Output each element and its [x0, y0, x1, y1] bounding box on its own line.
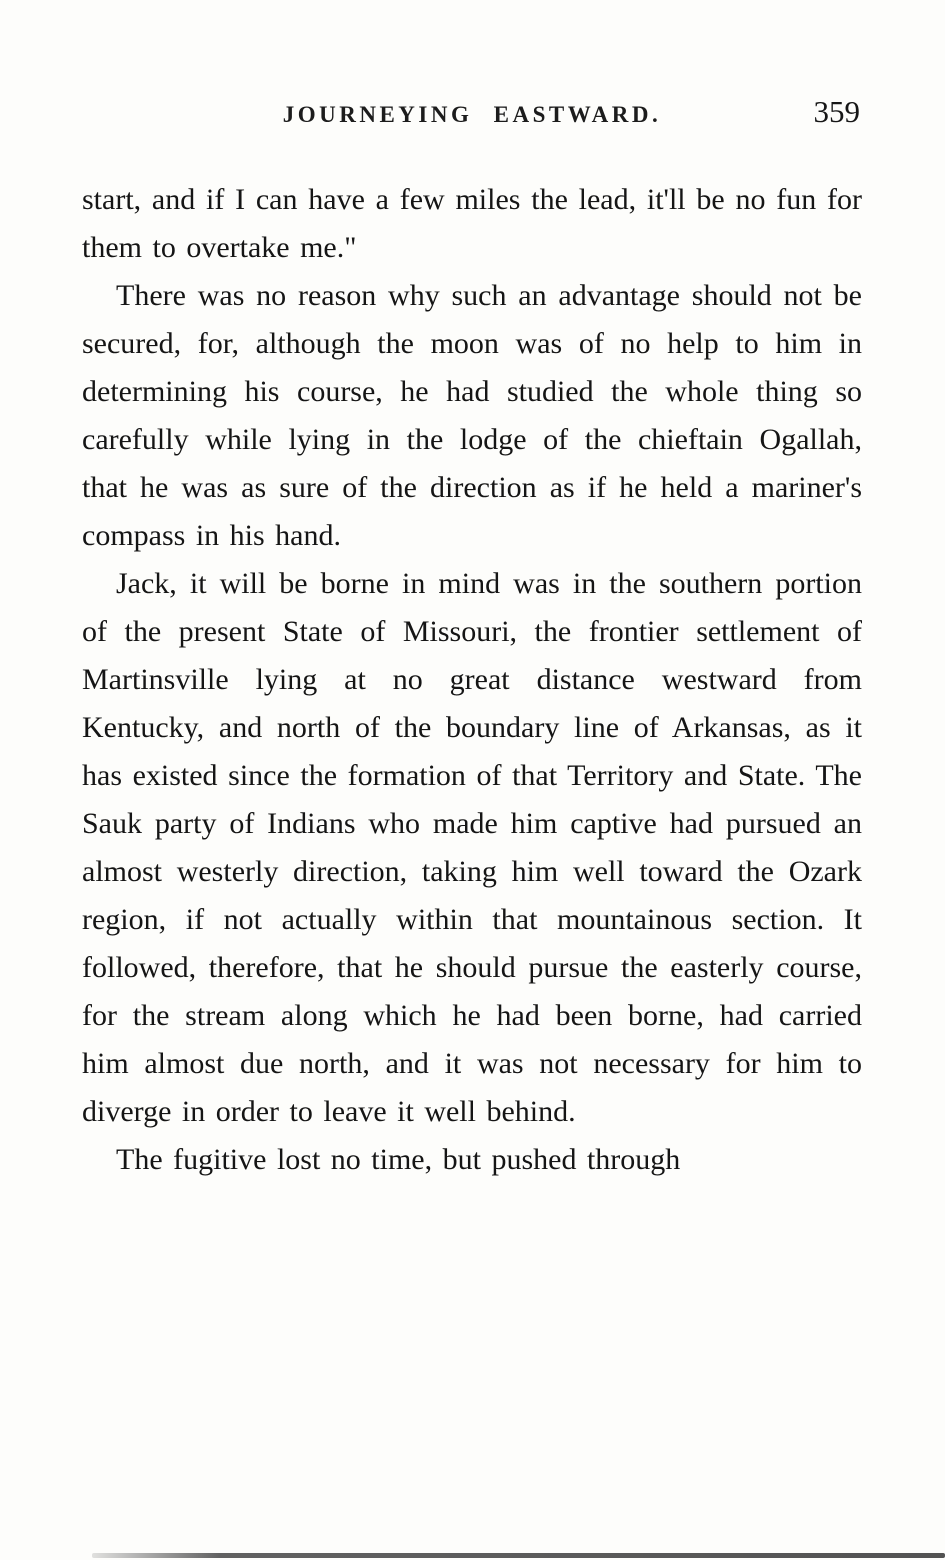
paragraph: There was no reason why such an advantage should not be secured, for, although the moon was of no help to him in determining his course, he had studied the whole thing so carefully while lying in the lodge of the chieftain Ogallah, that he was as sure of the direction as if he held a mariner's compass in his hand. [82, 279, 862, 552]
paragraph: start, and if I can have a few miles the lead, it'll be no fun for them to overtake me." [82, 183, 862, 264]
page-text [82, 176, 862, 1184]
page-header-title: JOURNEYING EASTWARD. [282, 102, 662, 127]
paragraph: Jack, it will be borne in mind was in the southern portion of the present State of Missouri, the frontier settlement of Martinsville lying at no great distance westward from Kentucky, and north of the boundary line of Arkansas, as it has existed since the formation of that Territory and State. The Sauk party of Indians who made him captive had pursued an almost westerly direction, taking him well toward the Ozark region, if not actually within that mountainous section. It followed, therefore, that he should pursue the easterly course, for the stream along which he had been borne, had carried him almost due north, and it was not necessary for him to diverge in order to leave it well behind. [82, 567, 862, 1128]
page-number: 359 [813, 94, 860, 129]
running-head [82, 94, 862, 138]
page-container [82, 94, 862, 1184]
paragraph: The fugitive lost no time, but pushed through [116, 1143, 681, 1176]
scan-edge-artifact [92, 1553, 945, 1558]
